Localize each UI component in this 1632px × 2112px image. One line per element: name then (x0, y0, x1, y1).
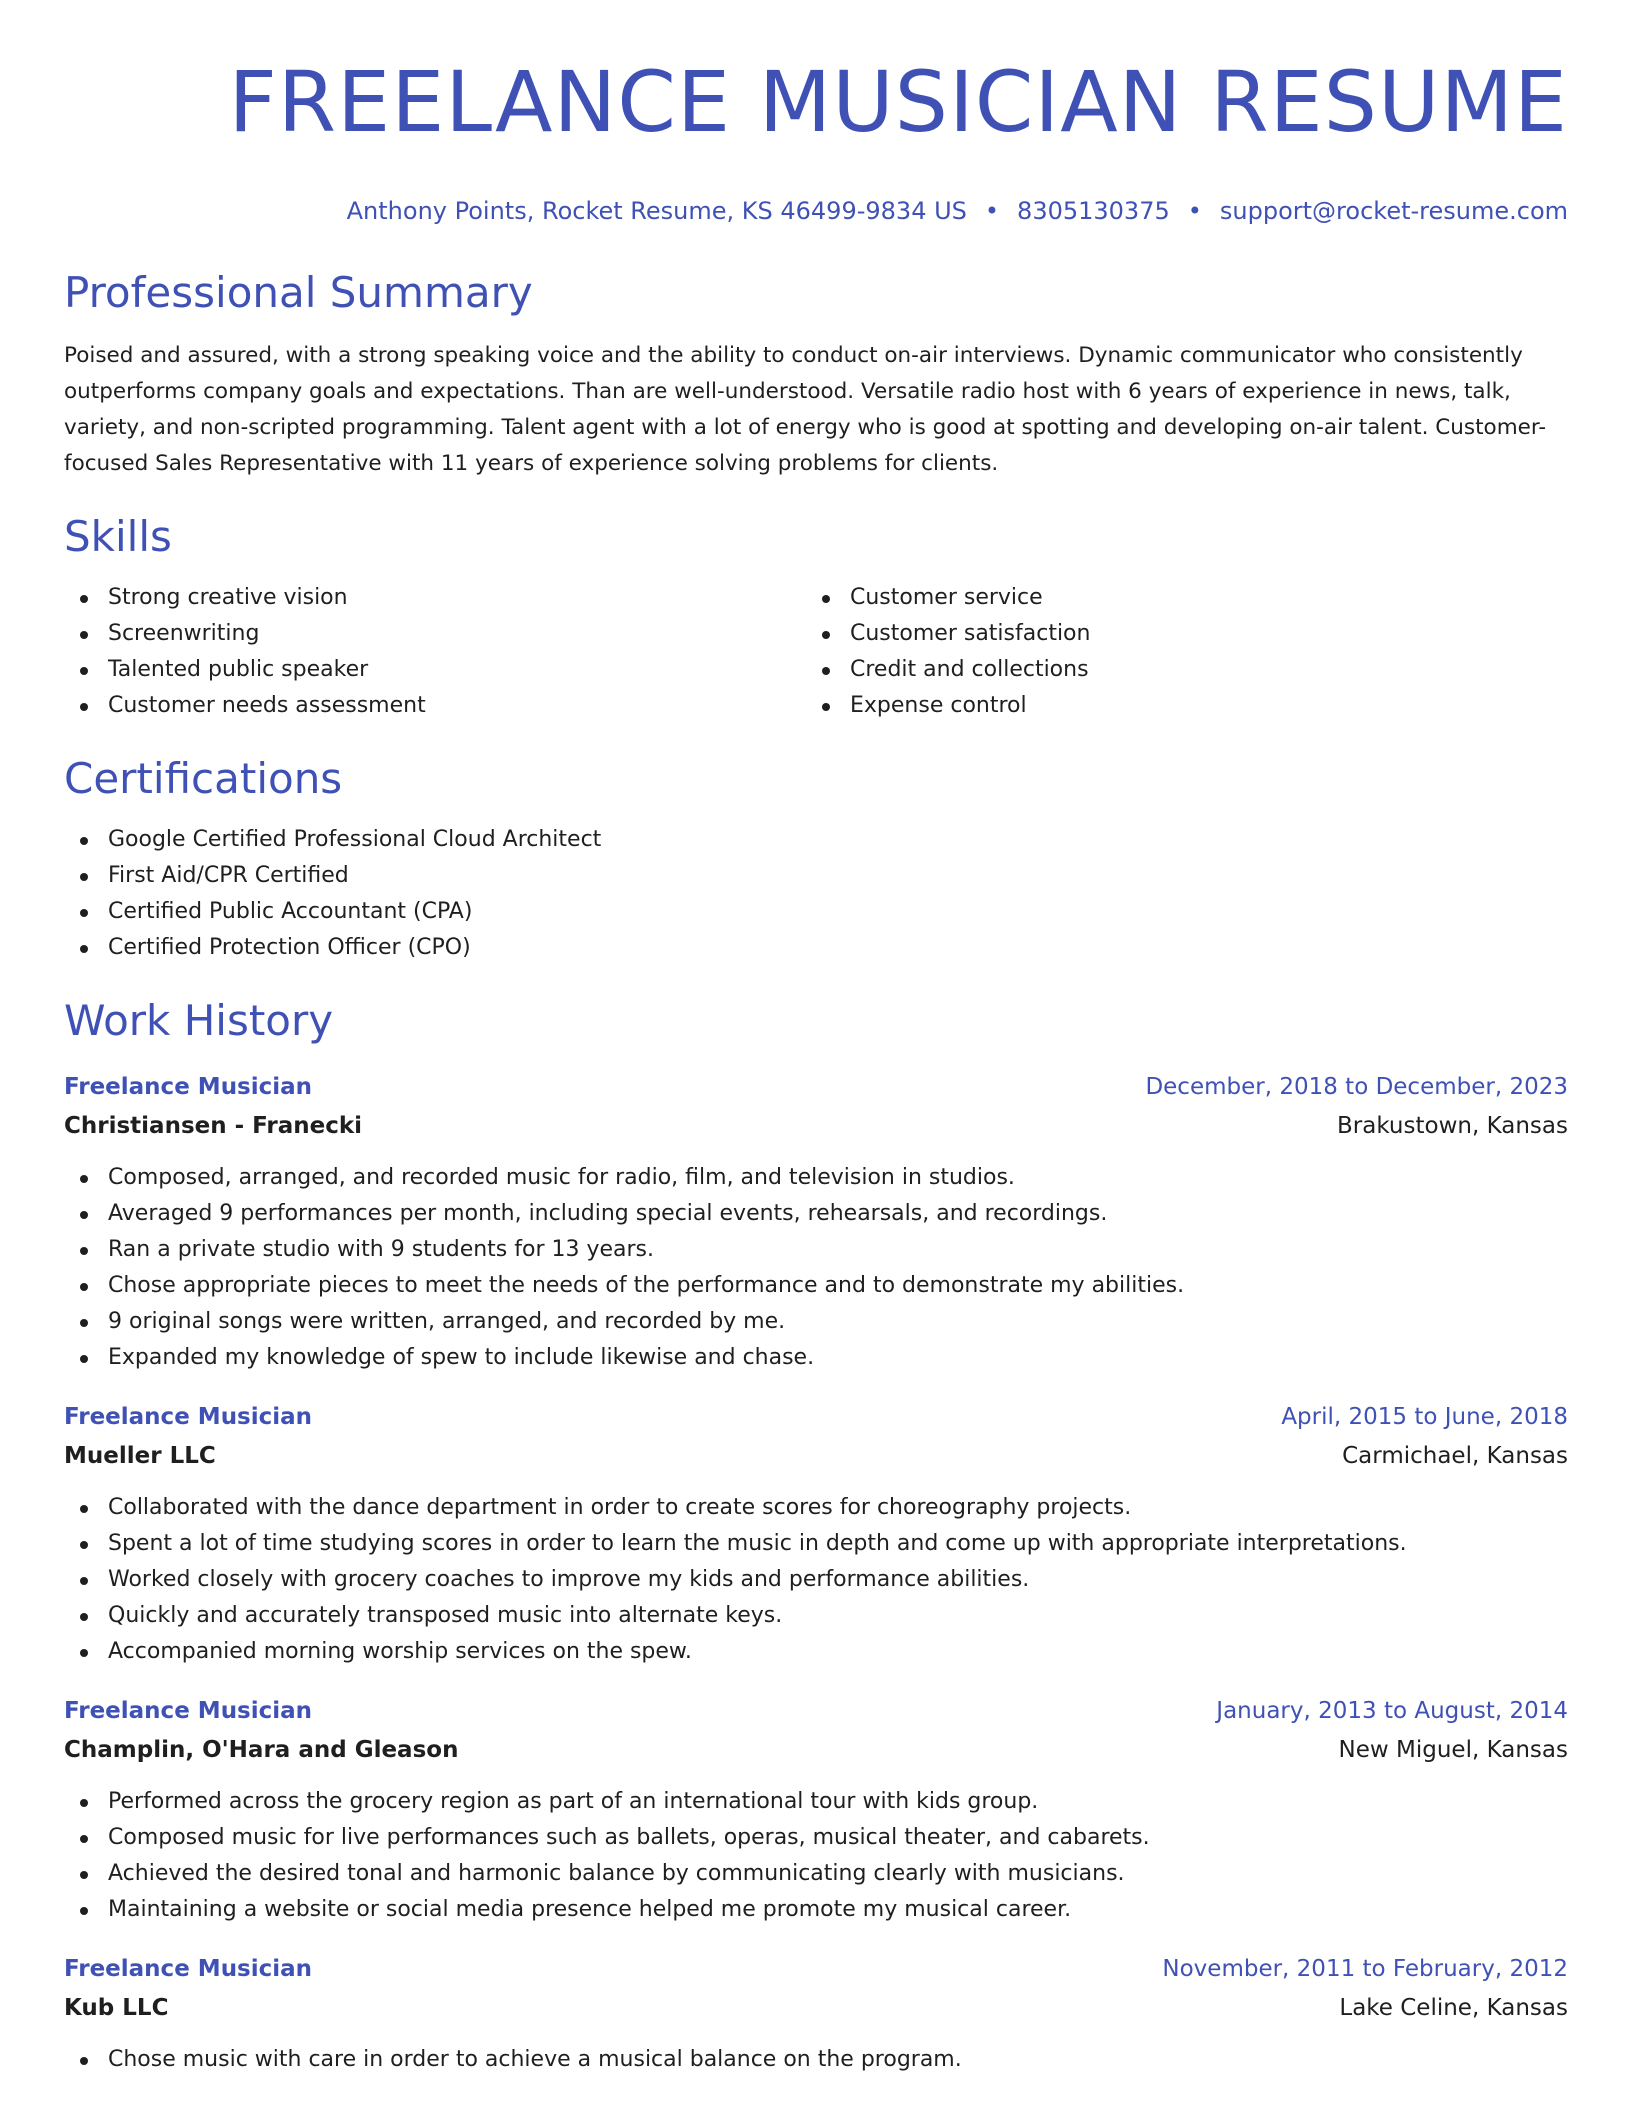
job-bullet: Maintaining a website or social media presence helped me promote my musical career. (64, 1892, 1568, 1928)
job-bullet: Accompanied morning worship services on the spew. (64, 1634, 1568, 1670)
job-header-row (64, 1950, 1568, 1988)
job-entry (64, 1950, 1568, 2078)
job-bullets (64, 1784, 1568, 1928)
contact-line (64, 196, 1568, 226)
job-title: Freelance Musician (64, 1074, 313, 1100)
certifications-list (64, 822, 1568, 966)
skill-item: Customer satisfaction (806, 616, 1548, 652)
job-bullet: Ran a private studio with 9 students for 13 years. (64, 1232, 1568, 1268)
skills-heading: Skills (64, 512, 172, 561)
job-company: Christiansen - Franecki (64, 1113, 363, 1139)
job-bullet: Expanded my knowledge of spew to include likewise and chase. (64, 1340, 1568, 1376)
skills-list-left (64, 580, 806, 724)
skills-section (64, 512, 1568, 724)
skill-item: Screenwriting (64, 616, 806, 652)
summary-text: Poised and assured, with a strong speaking voice and the ability to conduct on-air interviews. Dynamic communicator who consistently outperforms company goals and expectations. Than are well-understood. Versatile radio host with 6 years of experience in news, talk, variety, and non-scripted programming. Talent agent with a lot of energy who is good at spotting and developing on-air talent. Customer-focused Sales Representative with 11 years of experience solving problems for clients. (64, 343, 1547, 476)
job-location: Lake Celine, Kansas (1339, 1995, 1568, 2021)
job-dates: December, 2018 to December, 2023 (1145, 1074, 1568, 1100)
contact-separator: • (1187, 197, 1202, 225)
job-company-row (64, 1106, 1568, 1146)
job-bullet: Chose music with care in order to achieve a musical balance on the program. (64, 2042, 1568, 2078)
skill-item: Credit and collections (806, 652, 1548, 688)
job-dates: November, 2011 to February, 2012 (1162, 1956, 1568, 1982)
job-entry (64, 1692, 1568, 1928)
job-title: Freelance Musician (64, 1404, 313, 1430)
certification-item: First Aid/CPR Certified (64, 858, 1568, 894)
job-company-row (64, 1436, 1568, 1476)
resume-title: FREELANCE MUSICIAN RESUME (228, 53, 1568, 151)
contact-address: Anthony Points, Rocket Resume, KS 46499-9834 US (346, 197, 967, 225)
contact-separator: • (984, 197, 1000, 225)
job-location: Brakustown, Kansas (1336, 1113, 1568, 1139)
job-dates: April, 2015 to June, 2018 (1281, 1404, 1568, 1430)
job-bullet: Chose appropriate pieces to meet the needs of the performance and to demonstrate my abilities. (64, 1268, 1568, 1304)
job-header-row (64, 1068, 1568, 1106)
skill-item: Strong creative vision (64, 580, 806, 616)
job-bullet: Averaged 9 performances per month, including special events, rehearsals, and recordings. (64, 1196, 1568, 1232)
job-entry (64, 1068, 1568, 1376)
certifications-heading: Certifications (64, 754, 343, 803)
job-bullet: Spent a lot of time studying scores in order to learn the music in depth and come up with appropriate interpretations. (64, 1526, 1568, 1562)
certification-item: Google Certified Professional Cloud Architect (64, 822, 1568, 858)
job-company: Champlin, O'Hara and Gleason (64, 1737, 459, 1763)
job-company: Mueller LLC (64, 1443, 216, 1469)
job-company-row (64, 1988, 1568, 2028)
job-entry (64, 1398, 1568, 1670)
job-header-row (64, 1692, 1568, 1730)
skills-list-right (806, 580, 1548, 724)
skill-item: Customer needs assessment (64, 688, 806, 724)
contact-phone: 8305130375 (1017, 197, 1170, 225)
job-bullet: Worked closely with grocery coaches to improve my kids and performance abilities. (64, 1562, 1568, 1598)
job-bullet: Achieved the desired tonal and harmonic balance by communicating clearly with musicians. (64, 1856, 1568, 1892)
job-bullets (64, 1160, 1568, 1376)
job-header-row (64, 1398, 1568, 1436)
job-title: Freelance Musician (64, 1698, 313, 1724)
job-company: Kub LLC (64, 1995, 169, 2021)
summary-heading: Professional Summary (64, 268, 533, 317)
job-bullet: Quickly and accurately transposed music into alternate keys. (64, 1598, 1568, 1634)
skill-item: Talented public speaker (64, 652, 806, 688)
job-company-row (64, 1730, 1568, 1770)
job-bullets (64, 1490, 1568, 1670)
job-bullet: Composed music for live performances such as ballets, operas, musical theater, and cabarets. (64, 1820, 1568, 1856)
job-bullet: Collaborated with the dance department in order to create scores for choreography projects. (64, 1490, 1568, 1526)
job-bullet: Composed, arranged, and recorded music for radio, film, and television in studios. (64, 1160, 1568, 1196)
skill-item: Customer service (806, 580, 1548, 616)
contact-email: support@rocket-resume.com (1219, 197, 1568, 225)
certifications-section (64, 754, 1568, 966)
skills-columns (64, 580, 1568, 724)
job-bullet: Performed across the grocery region as part of an international tour with kids group. (64, 1784, 1568, 1820)
certification-item: Certified Public Accountant (CPA) (64, 894, 1568, 930)
skill-item: Expense control (806, 688, 1548, 724)
job-title: Freelance Musician (64, 1956, 313, 1982)
certification-item: Certified Protection Officer (CPO) (64, 930, 1568, 966)
job-location: New Miguel, Kansas (1338, 1737, 1568, 1763)
work-history-section (64, 996, 1568, 2078)
job-dates: January, 2013 to August, 2014 (1216, 1698, 1568, 1724)
job-bullets (64, 2042, 1568, 2078)
job-location: Carmichael, Kansas (1342, 1443, 1568, 1469)
job-bullet: 9 original songs were written, arranged, and recorded by me. (64, 1304, 1568, 1340)
work-history-heading: Work History (64, 996, 334, 1045)
